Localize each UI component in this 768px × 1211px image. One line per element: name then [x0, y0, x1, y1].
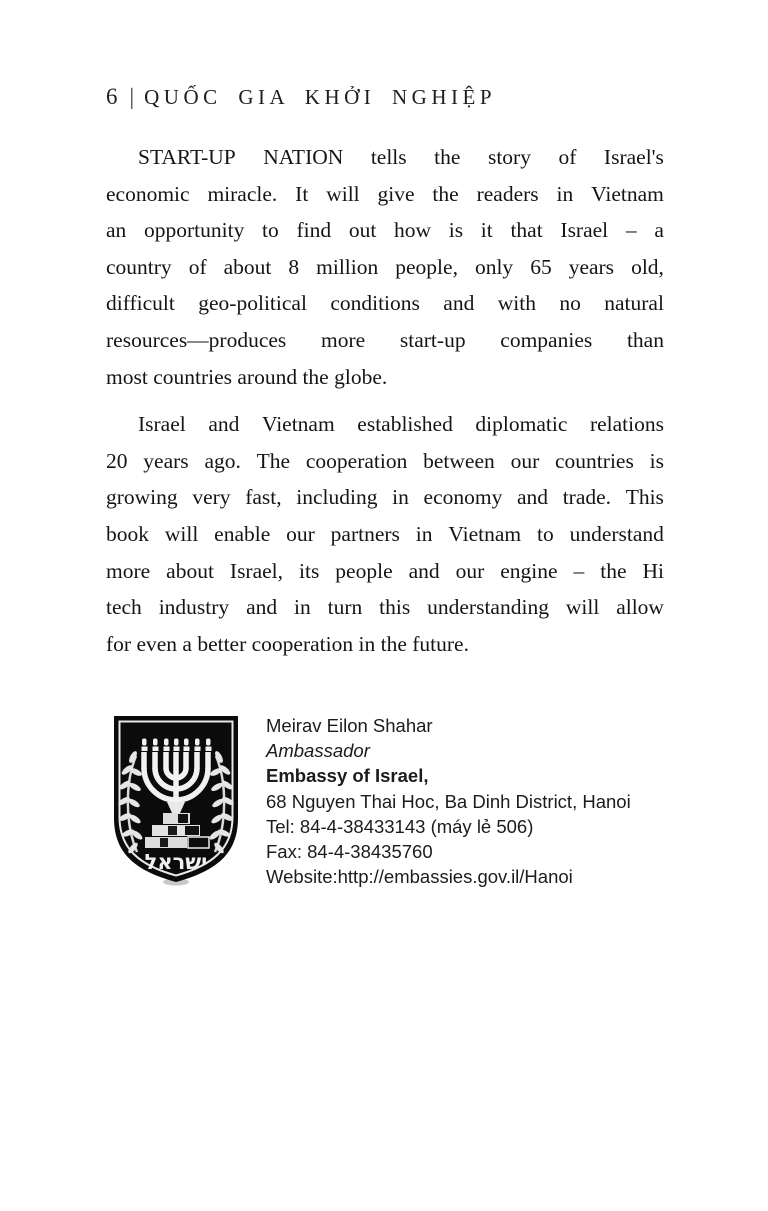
israel-emblem-icon — [106, 712, 246, 886]
text-line: 20 years ago. The cooperation between our countries is — [106, 448, 664, 473]
contact-line: Ambassador — [266, 740, 370, 762]
text-line: Israel and Vietnam established diplomatic relations — [138, 412, 664, 437]
contact-line: Embassy of Israel, — [266, 765, 429, 787]
body-text — [106, 139, 664, 662]
text-line: for even a better cooperation in the future. — [106, 631, 469, 656]
contact-line: Fax: 84-4-38435760 — [266, 841, 433, 863]
text-line: resources—produces more start-up companies than — [106, 327, 664, 352]
text-line: book will enable our partners in Vietnam to understand — [106, 521, 664, 546]
text-line: most countries around the globe. — [106, 364, 388, 389]
contact-line: 68 Nguyen Thai Hoc, Ba Dinh District, Hanoi — [266, 790, 631, 812]
running-title: QUỐC GIA KHỞI NGHIỆP — [144, 85, 497, 109]
text-line: an opportunity to find out how is it that Israel – a — [106, 218, 664, 243]
hebrew-inscription: ישראל — [144, 850, 208, 874]
text-line: growing very fast, including in economy and trade. This — [106, 485, 664, 510]
text-line: tech industry and in turn this understanding will allow — [106, 595, 664, 620]
contact-line: Meirav Eilon Shahar — [266, 715, 433, 736]
text-line: country of about 8 million people, only 65 years old, — [106, 254, 664, 279]
contact-line: Tel: 84-4-38433143 (máy lẻ 506) — [266, 815, 534, 837]
contact-line: Website:http://embassies.gov.il/Hanoi — [266, 866, 573, 888]
page-header — [106, 84, 496, 110]
text-line: more about Israel, its people and our engine – the Hi — [106, 558, 664, 583]
paragraph — [106, 406, 664, 662]
contact-info — [266, 713, 631, 889]
text-line: difficult geo-political conditions and with no natural — [106, 291, 664, 316]
paragraph — [106, 139, 664, 395]
text-line: economic miracle. It will give the readers in Vietnam — [106, 181, 664, 206]
page-number: 6 — [106, 84, 118, 109]
header-separator: | — [129, 84, 135, 109]
signature-block — [106, 712, 662, 892]
text-line: START-UP NATION tells the story of Israel's — [138, 145, 664, 169]
